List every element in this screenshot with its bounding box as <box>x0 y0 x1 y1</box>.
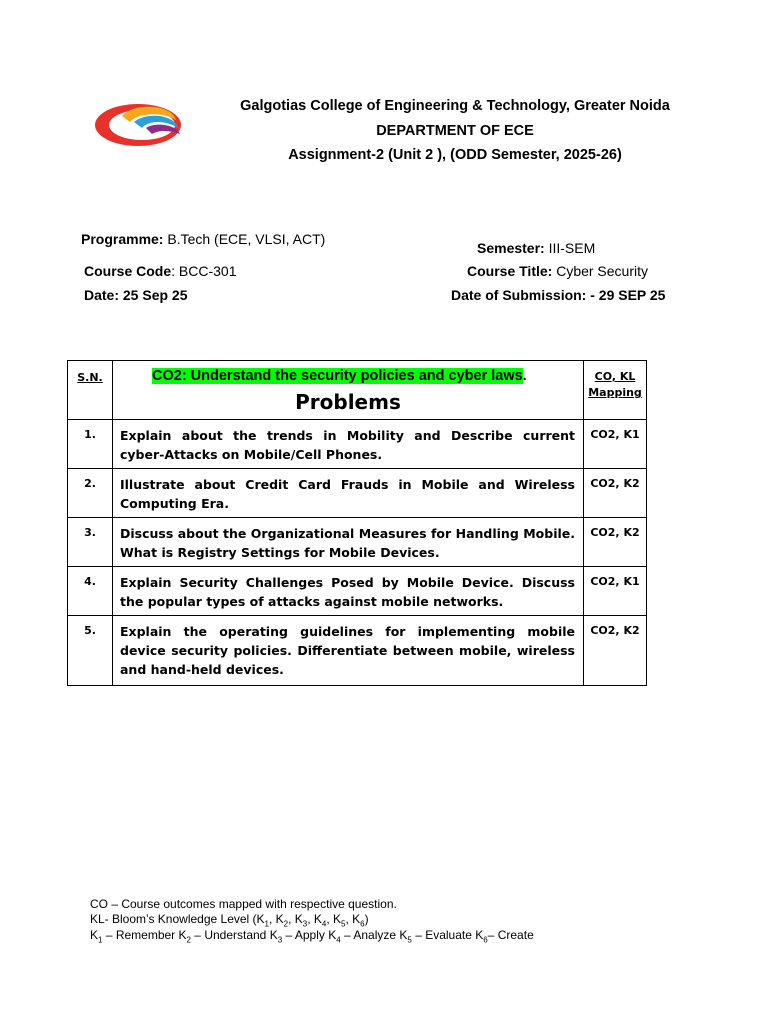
co-kl-mapping: CO2, K2 <box>584 469 647 518</box>
assignment-title: Assignment-2 (Unit 2 ), (ODD Semester, 2025-26) <box>288 147 622 163</box>
row-number: 1. <box>68 420 113 469</box>
table-row <box>68 518 647 567</box>
semester-line <box>477 240 595 256</box>
co-kl-mapping: CO2, K2 <box>584 616 647 686</box>
level-remember: Remember <box>115 928 176 942</box>
table-row <box>68 420 647 469</box>
department-name: DEPARTMENT OF ECE <box>376 123 534 139</box>
level-understand: Understand <box>204 928 267 942</box>
date-text: Date: 25 Sep 25 <box>84 287 188 303</box>
mapping-header <box>584 361 647 420</box>
mapping-header-line2: Mapping <box>588 386 642 399</box>
table-row <box>68 469 647 518</box>
co-kl-mapping: CO2, K1 <box>584 420 647 469</box>
course-title-value: Cyber Security <box>552 263 649 279</box>
question-text: Explain Security Challenges Posed by Mobile Device. Discuss the popular types of attacks against mobile networks. <box>113 567 584 616</box>
submission-date-text: Date of Submission: - 29 SEP 25 <box>451 287 666 303</box>
question-text: Explain the operating guidelines for implementing mobile device security policies. Differentiate between mobile, wireless and hand-held devices. <box>113 616 584 686</box>
footnote-kl-prefix: KL- Bloom’s Knowledge Level (K <box>90 912 265 926</box>
co-kl-mapping: CO2, K2 <box>584 518 647 567</box>
table-header-row <box>68 361 647 420</box>
semester-value: III-SEM <box>544 240 596 256</box>
course-code-label: Course Code <box>84 263 172 279</box>
co-statement-period: . <box>522 368 527 384</box>
co-statement-highlight: CO2: Understand the security policies and cyber laws <box>152 368 523 384</box>
mapping-header-line1: CO, KL <box>594 370 636 383</box>
submission-line <box>451 287 665 303</box>
sn-header: S.N. <box>68 361 113 420</box>
row-number: 5. <box>68 616 113 686</box>
row-number: 4. <box>68 567 113 616</box>
level-evaluate: Evaluate <box>425 928 472 942</box>
programme-value: B.Tech (ECE, VLSI, ACT) <box>163 231 326 247</box>
semester-label: Semester: <box>477 240 545 256</box>
problems-header-cell <box>113 361 584 420</box>
row-number: 3. <box>68 518 113 567</box>
table-row <box>68 616 647 686</box>
question-text: Explain about the trends in Mobility and Describe current cyber-Attacks on Mobile/Cell Phones. <box>113 420 584 469</box>
course-title-line <box>467 263 648 279</box>
question-text: Illustrate about Credit Card Frauds in Mobile and Wireless Computing Era. <box>113 469 584 518</box>
co-kl-mapping: CO2, K1 <box>584 567 647 616</box>
course-code-line <box>84 263 236 279</box>
co-statement <box>152 368 582 384</box>
college-name: Galgotias College of Engineering & Technology, Greater Noida <box>240 98 670 114</box>
footnote-levels: $K_1$ – Remember $K_2$ – Understand $K_3$ – Apply $K_4$ – Analyze $K_5$ – Evaluate $K_6-$ Create <box>90 928 534 945</box>
row-number: 2. <box>68 469 113 518</box>
level-apply: Apply <box>294 928 325 942</box>
programme-line <box>81 231 325 247</box>
problems-table <box>67 360 647 686</box>
table-row <box>68 567 647 616</box>
college-logo <box>94 98 188 150</box>
programme-label: Programme: <box>81 231 164 247</box>
question-text: Discuss about the Organizational Measures for Handling Mobile. What is Registry Settings for Mobile Devices. <box>113 518 584 567</box>
footnote-kl: KL- Bloom’s Knowledge Level ($K_1$, $K_2$, $K_3$, $K_4$, $K_5$, $K_6$) <box>90 912 369 929</box>
course-code-value: : BCC-301 <box>171 263 237 279</box>
problems-title: Problems <box>295 390 401 414</box>
footnote-co: CO – Course outcomes mapped with respective question. <box>90 897 397 911</box>
course-title-label: Course Title: <box>467 263 553 279</box>
level-create: Create <box>497 928 534 942</box>
level-analyze: Analyze <box>353 928 397 942</box>
date-line <box>84 287 188 303</box>
